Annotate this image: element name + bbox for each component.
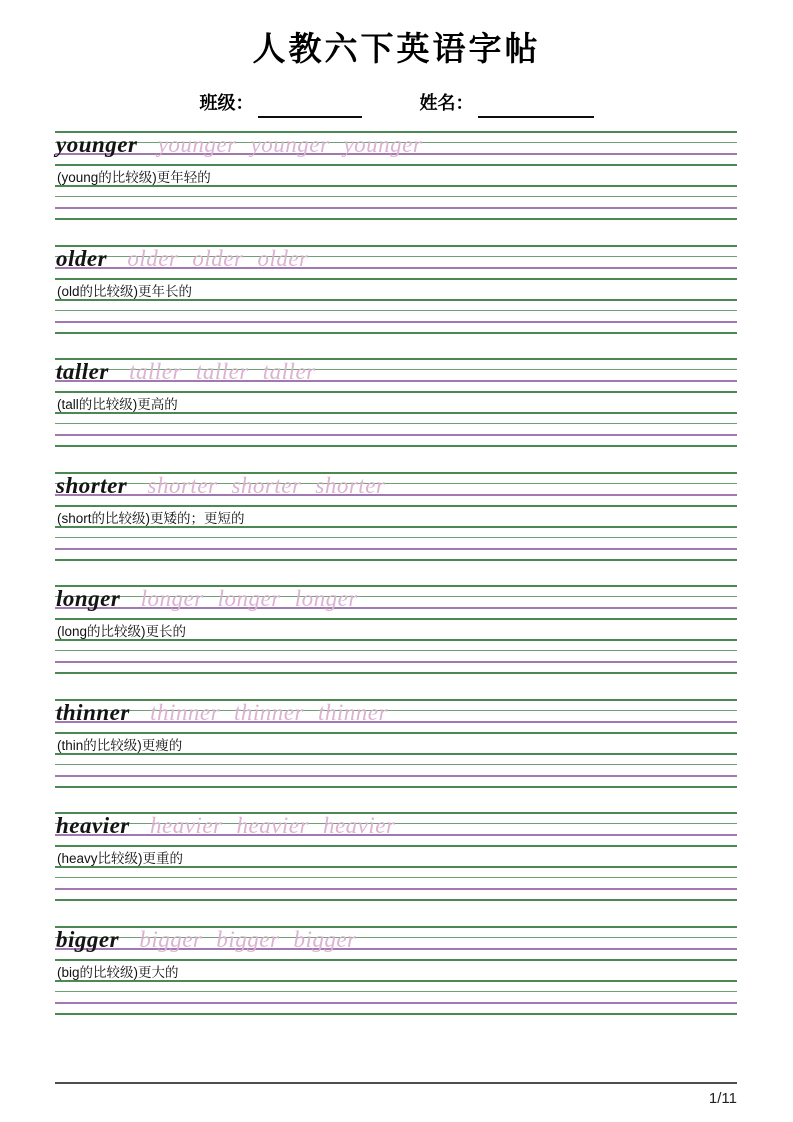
practice-word-trace: thinner xyxy=(150,699,221,725)
word-definition: (old的比较级)更年长的 xyxy=(57,283,193,299)
guide-baseline xyxy=(55,321,737,323)
guide-bottom-line xyxy=(55,505,737,507)
word-definition: (short的比较级)更矮的；更短的 xyxy=(57,510,245,526)
guide-top-line xyxy=(55,639,737,641)
word-definition: (long的比较级)更长的 xyxy=(57,624,187,639)
guide-baseline xyxy=(55,888,737,890)
name-field xyxy=(420,89,594,115)
practice-word-main: shorter xyxy=(56,472,128,498)
practice-word-row xyxy=(56,926,371,953)
guide-bottom-line xyxy=(55,391,737,393)
guide-bottom-line xyxy=(55,672,737,674)
writing-guide-word-row xyxy=(55,926,737,961)
guide-bottom-line xyxy=(55,164,737,166)
writing-guide-empty-row xyxy=(55,753,737,788)
guide-bottom-line xyxy=(55,218,737,220)
page-indicator: 1/11 xyxy=(708,1090,737,1107)
guide-midtop-line xyxy=(55,537,737,538)
practice-word-trace: older xyxy=(257,245,309,271)
page-title: 人教六下英语字帖 xyxy=(252,32,541,68)
word-definition: (heavy比较级)更重的 xyxy=(57,851,184,866)
word-section xyxy=(55,585,737,674)
guide-top-line xyxy=(55,866,737,868)
guide-top-line xyxy=(55,185,737,187)
practice-word-trace: shorter xyxy=(231,472,302,498)
guide-bottom-line xyxy=(55,732,737,734)
practice-word-row xyxy=(56,812,409,839)
guide-midtop-line xyxy=(55,764,737,765)
word-section xyxy=(55,812,737,901)
class-blank xyxy=(258,100,362,118)
guide-baseline xyxy=(55,207,737,209)
guide-baseline xyxy=(55,434,737,436)
word-section xyxy=(55,131,737,220)
writing-guide-empty-row xyxy=(55,866,737,901)
guide-top-line xyxy=(55,412,737,414)
guide-midtop-line xyxy=(55,877,737,878)
word-definition: (thin的比较级)更瘦的 xyxy=(57,737,183,753)
practice-word-trace: heavier xyxy=(322,813,396,838)
practice-word-trace: taller xyxy=(262,359,316,384)
guide-baseline xyxy=(55,661,737,663)
writing-guide-empty-row xyxy=(55,185,737,220)
practice-word-trace: taller xyxy=(195,359,249,384)
guide-midtop-line xyxy=(55,310,737,311)
practice-word-trace: older xyxy=(127,245,179,271)
guide-baseline xyxy=(55,548,737,550)
guide-top-line xyxy=(55,299,737,301)
practice-word-main: taller xyxy=(56,359,109,384)
guide-bottom-line xyxy=(55,959,737,961)
practice-word-trace: shorter xyxy=(147,472,218,498)
guide-top-line xyxy=(55,526,737,528)
name-blank xyxy=(478,100,594,118)
practice-word-trace: younger xyxy=(343,132,423,157)
word-section xyxy=(55,358,737,447)
practice-word-trace: longer xyxy=(294,586,358,611)
writing-guide-word-row xyxy=(55,472,737,507)
practice-word-main: older xyxy=(56,245,108,271)
practice-word-trace: longer xyxy=(140,586,204,611)
name-label: 姓名： xyxy=(419,93,474,114)
word-section xyxy=(55,699,737,788)
meta-row xyxy=(0,89,793,115)
practice-word-row xyxy=(56,585,372,612)
practice-word-trace: thinner xyxy=(317,699,388,725)
practice-word-main: bigger xyxy=(56,926,120,952)
practice-word-trace: taller xyxy=(129,359,182,384)
word-definition: (tall的比较级)更高的 xyxy=(57,397,178,412)
practice-word-row xyxy=(56,131,436,158)
guide-bottom-line xyxy=(55,618,737,620)
guide-midtop-line xyxy=(55,196,737,197)
guide-bottom-line xyxy=(55,786,737,788)
class-label: 班级： xyxy=(199,93,254,114)
practice-word-row xyxy=(56,472,399,499)
practice-word-trace: longer xyxy=(217,586,281,611)
guide-bottom-line xyxy=(55,445,737,447)
guide-top-line xyxy=(55,753,737,755)
practice-word-trace: thinner xyxy=(234,699,304,725)
practice-word-main: younger xyxy=(56,132,138,157)
practice-word-trace: heavier xyxy=(150,813,223,838)
practice-word-trace: younger xyxy=(157,132,237,157)
writing-guide-empty-row xyxy=(55,639,737,674)
practice-word-trace: bigger xyxy=(216,926,280,952)
guide-baseline xyxy=(55,775,737,777)
practice-word-trace: bigger xyxy=(139,926,203,952)
writing-guide-word-row xyxy=(55,245,737,280)
practice-word-trace: shorter xyxy=(315,472,386,498)
writing-guide-word-row xyxy=(55,812,737,847)
writing-guide-word-row xyxy=(55,131,737,166)
word-sections xyxy=(55,131,737,1039)
guide-bottom-line xyxy=(55,899,737,901)
writing-guide-word-row xyxy=(55,358,737,393)
practice-word-main: longer xyxy=(56,586,121,611)
word-section xyxy=(55,245,737,334)
practice-word-trace: bigger xyxy=(293,926,357,952)
guide-bottom-line xyxy=(55,332,737,334)
practice-word-main: heavier xyxy=(56,813,130,838)
guide-bottom-line xyxy=(55,559,737,561)
guide-baseline xyxy=(55,1002,737,1004)
page-footer xyxy=(55,1070,737,1122)
word-section xyxy=(55,926,737,1015)
writing-guide-empty-row xyxy=(55,412,737,447)
word-definition: (young的比较级)更年轻的 xyxy=(57,170,211,185)
practice-word-row xyxy=(56,699,402,726)
writing-guide-word-row xyxy=(55,585,737,620)
writing-guide-empty-row xyxy=(55,980,737,1015)
guide-midtop-line xyxy=(55,650,737,651)
writing-guide-empty-row xyxy=(55,526,737,561)
practice-word-main: thinner xyxy=(56,699,130,725)
practice-word-row xyxy=(56,245,323,272)
class-field xyxy=(200,89,362,115)
practice-word-row xyxy=(56,358,330,385)
guide-bottom-line xyxy=(55,1013,737,1015)
practice-word-trace: younger xyxy=(250,132,330,157)
writing-guide-empty-row xyxy=(55,299,737,334)
word-definition: (big的比较级)更大的 xyxy=(57,964,179,980)
practice-word-trace: older xyxy=(192,245,244,271)
guide-midtop-line xyxy=(55,991,737,992)
guide-midtop-line xyxy=(55,423,737,424)
footer-divider xyxy=(55,1082,737,1084)
writing-guide-word-row xyxy=(55,699,737,734)
guide-bottom-line xyxy=(55,845,737,847)
guide-top-line xyxy=(55,980,737,982)
word-section xyxy=(55,472,737,561)
guide-bottom-line xyxy=(55,278,737,280)
practice-word-trace: heavier xyxy=(236,813,309,838)
